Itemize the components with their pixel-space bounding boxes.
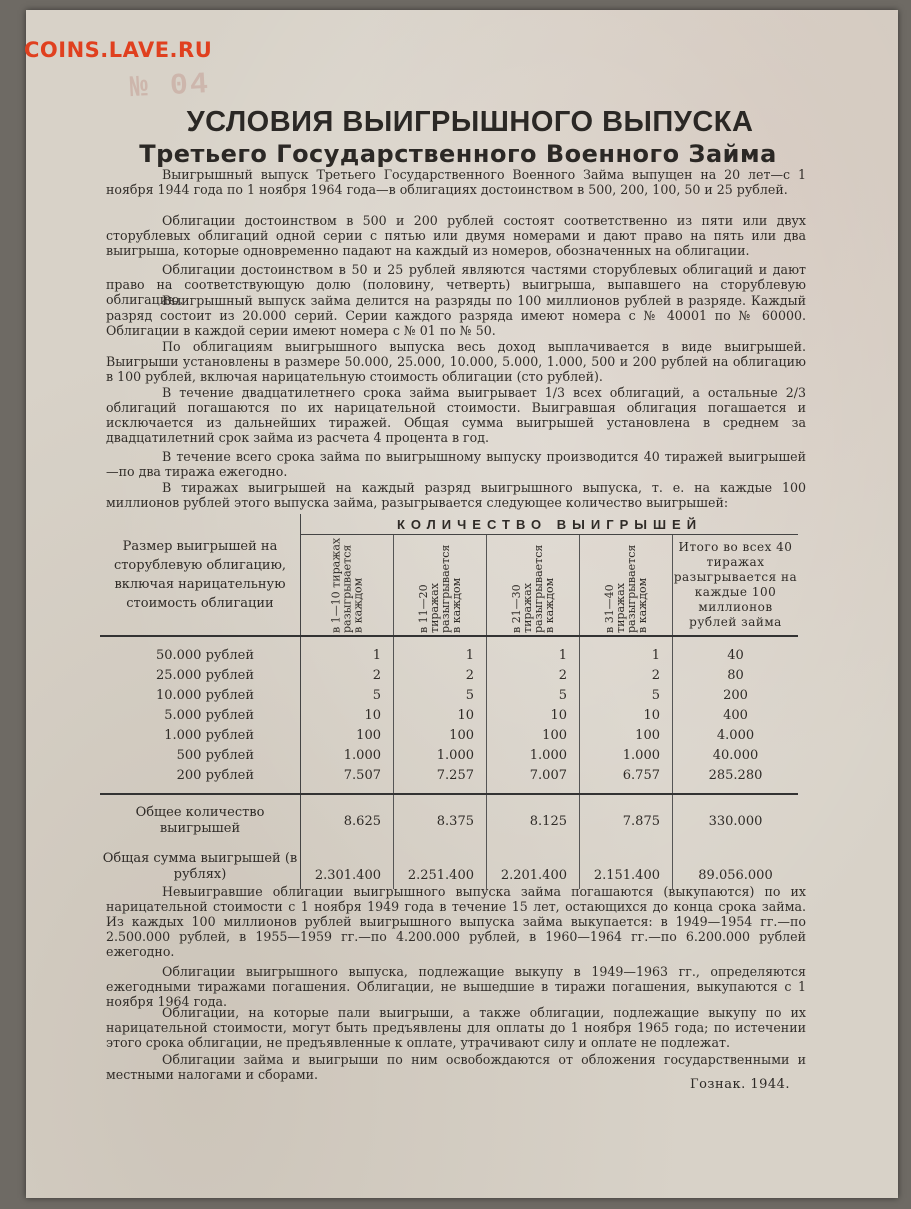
count-cell: 1.000	[487, 745, 580, 765]
prize-size: 10.000 рублей	[100, 685, 301, 705]
total-sum-row	[100, 837, 798, 889]
total-cell: 4.000	[716, 727, 755, 743]
total-count-cell: 8.625	[301, 794, 394, 837]
count-cell: 100	[580, 725, 673, 745]
printer-imprint: Гознак. 1944.	[690, 1077, 791, 1092]
count-cell: 100	[487, 725, 580, 745]
paragraph-term: В течение двадцатилетнего срока займа выигрывает 1/3 всех облигаций, а остальные 2/3 облигаций погашаются по их нарицательной стоимости. Выигравшая облигация погашается и исключается из дальнейших тиражей. Общая сумма выигрышей установлена в среднем за двадцатилетний срок займа из расчета 4 процента в год.	[106, 385, 806, 445]
count-cell: 1	[301, 636, 394, 665]
page-subtitle: Третьего Государственного Военного Займа	[139, 140, 777, 168]
total-sum-cell: 89.056.000	[698, 868, 773, 883]
count-cell: 5	[487, 685, 580, 705]
total-sum-cell: 2.201.400	[487, 837, 580, 889]
total-sum-label: Общая сумма выигрышей (в рублях)	[100, 837, 301, 889]
paragraph-redemption-draws: Облигации выигрышного выпуска, подлежащие выкупу в 1949—1963 гг., определяются ежегодными тиражами погашения. Облигации, не вышедшие в тиражи погашения, выкупаются с 1 ноября 1964 года.	[106, 964, 806, 1009]
prize-size: 5.000 рублей	[100, 705, 301, 725]
count-cell: 6.757	[580, 765, 673, 794]
table-row	[100, 745, 798, 765]
size-header: Размер выигрышей на сторублевую облигацию, включая нарицательную стоимость облигации	[100, 514, 301, 636]
column-header	[487, 535, 580, 637]
count-cell: 10	[301, 705, 394, 725]
paragraph-redemption: Невыигравшие облигации выигрышного выпуска займа погашаются (выкупаются) по их нарицательной стоимости с 1 ноября 1949 года в течение 15 лет, остающихся до конца срока займа. Из каждых 100 миллионов рублей выигрышного выпуска займа выкупается: в 1949—1954 гг.—по 2.500.000 рублей, в 1955—1959 гг.—по 4.200.000 рублей, в 1960—1964 гг.—по 6.200.000 рублей ежегодно.	[106, 884, 806, 959]
count-cell: 5	[301, 685, 394, 705]
count-cell: 7.007	[487, 765, 580, 794]
count-cell: 100	[301, 725, 394, 745]
count-cell: 2	[580, 665, 673, 685]
column-header-text: в 1—10 тиражах разыгрывается в каждом	[329, 537, 365, 633]
column-header-text: в 21—30 тиражах разыгрывается в каждом	[510, 544, 556, 633]
total-cell: 200	[723, 687, 748, 703]
paragraph-income: По облигациям выигрышного выпуска весь доход выплачивается в виде выигрышей. Выигрыши установлены в размере 50.000, 25.000, 10.000, 5.000, 1.000, 500 и 200 рублей на облигацию в 100 рублей, включая нарицательную стоимость облигации (сто рублей).	[106, 339, 806, 384]
count-cell: 1.000	[394, 745, 487, 765]
paragraph-denominations: Облигации достоинством в 500 и 200 рублей состоят соответственно из пяти или двух сторублевых облигаций одной серии с пятью или двумя номерами и дают право на пять или два выигрыша, которые одновременно падают на каждый из номеров, обозначенных на облигации.	[106, 213, 806, 258]
total-cell: 400	[723, 707, 748, 723]
paragraph-table-intro: В тиражах выигрышей на каждый разряд выигрышного выпуска, т. е. на каждые 100 миллионов рублей этого выпуска займа, разыгрывается следующее количество выигрышей:	[106, 480, 806, 510]
count-cell: 10	[487, 705, 580, 725]
count-cell: 1.000	[301, 745, 394, 765]
table-row	[100, 636, 798, 665]
count-cell: 5	[580, 685, 673, 705]
total-count-label: Общее количество выигрышей	[100, 794, 301, 837]
total-cell: 285.280	[673, 765, 799, 794]
paragraph-issue: Выигрышный выпуск Третьего Государственного Военного Займа выпущен на 20 лет—с 1 ноября 1944 года по 1 ноября 1964 года—в облигациях достоинством в 500, 200, 100, 50 и 25 рублей.	[106, 167, 806, 197]
count-cell: 2	[301, 665, 394, 685]
total-count-cell: 7.875	[580, 794, 673, 837]
count-cell: 10	[580, 705, 673, 725]
table-row	[100, 765, 798, 794]
column-header-text: в 11—20 тиражах разыгрывается в каждом	[417, 544, 463, 633]
count-cell: 5	[394, 685, 487, 705]
count-cell: 1	[487, 636, 580, 665]
count-cell: 1.000	[580, 745, 673, 765]
count-cell: 7.507	[301, 765, 394, 794]
paragraph-categories: Выигрышный выпуск займа делится на разряды по 100 миллионов рублей в разряде. Каждый разряд состоит из 20.000 серий. Серии каждого разряда имеют номера с № 40001 по № 60000. Облигации в каждой серии имеют номера с № 01 по № 50.	[106, 293, 806, 338]
column-header	[301, 535, 394, 637]
table-row	[100, 725, 798, 745]
total-count-row	[100, 794, 798, 837]
column-header-text: в 31—40 тиражах разыгрывается в каждом	[603, 544, 649, 633]
total-sum-cell: 2.151.400	[580, 837, 673, 889]
count-cell: 2	[487, 665, 580, 685]
total-count-cell: 330.000	[708, 813, 763, 829]
paragraph-tax-exemption: Облигации займа и выигрыши по ним освобождаются от обложения государственными и местными налогами и сборами.	[106, 1052, 806, 1082]
column-header	[394, 535, 487, 637]
prize-size: 25.000 рублей	[100, 665, 301, 685]
total-count-cell: 8.375	[394, 794, 487, 837]
serial-stamp: № 04	[129, 67, 211, 107]
prize-size: 500 рублей	[100, 745, 301, 765]
table-row	[100, 665, 798, 685]
total-cell: 40	[727, 647, 744, 663]
prize-size: 50.000 рублей	[100, 636, 301, 665]
column-header	[580, 535, 673, 637]
total-sum-cell: 2.251.400	[394, 837, 487, 889]
total-count-cell: 8.125	[487, 794, 580, 837]
prize-size: 1.000 рублей	[100, 725, 301, 745]
total-sum-cell: 2.301.400	[301, 837, 394, 889]
page-title: УСЛОВИЯ ВЫИГРЫШНОГО ВЫПУСКА	[186, 106, 754, 138]
total-cell: 40.000	[712, 747, 759, 763]
paragraph-payment-deadline: Облигации, на которые пали выигрыши, а также облигации, подлежащие выкупу по их нарицательной стоимости, могут быть предъявлены для оплаты до 1 ноября 1965 года; по истечении этого срока облигации, не предъявленные к оплате, утрачивают силу и оплате не подлежат.	[106, 1005, 806, 1050]
count-cell: 10	[394, 705, 487, 725]
table-row	[100, 685, 798, 705]
paragraph-draws: В течение всего срока займа по выигрышному выпуску производится 40 тиражей выигрышей—по два тиража ежегодно.	[106, 449, 806, 479]
count-cell: 7.257	[394, 765, 487, 794]
count-cell: 2	[394, 665, 487, 685]
prize-size: 200 рублей	[100, 765, 301, 794]
site-watermark: COINS.LAVE.RU	[24, 38, 213, 62]
paragraph-fractions: Облигации достоинством в 50 и 25 рублей являются частями сторублевых облигаций и дают право на соответствующую долю (половину, четверть) выигрыша, выпавшего на сторублевую облигацию.	[106, 262, 806, 307]
table-row	[100, 705, 798, 725]
count-cell: 100	[394, 725, 487, 745]
count-header: КОЛИЧЕСТВО ВЫИГРЫШЕЙ	[301, 514, 799, 535]
total-header: Итого во всех 40 тиражах разыгрывается на каждые 100 миллионов рублей займа	[673, 535, 799, 637]
count-cell: 1	[394, 636, 487, 665]
count-cell: 1	[580, 636, 673, 665]
winnings-table	[100, 514, 798, 889]
total-cell: 80	[727, 667, 744, 683]
